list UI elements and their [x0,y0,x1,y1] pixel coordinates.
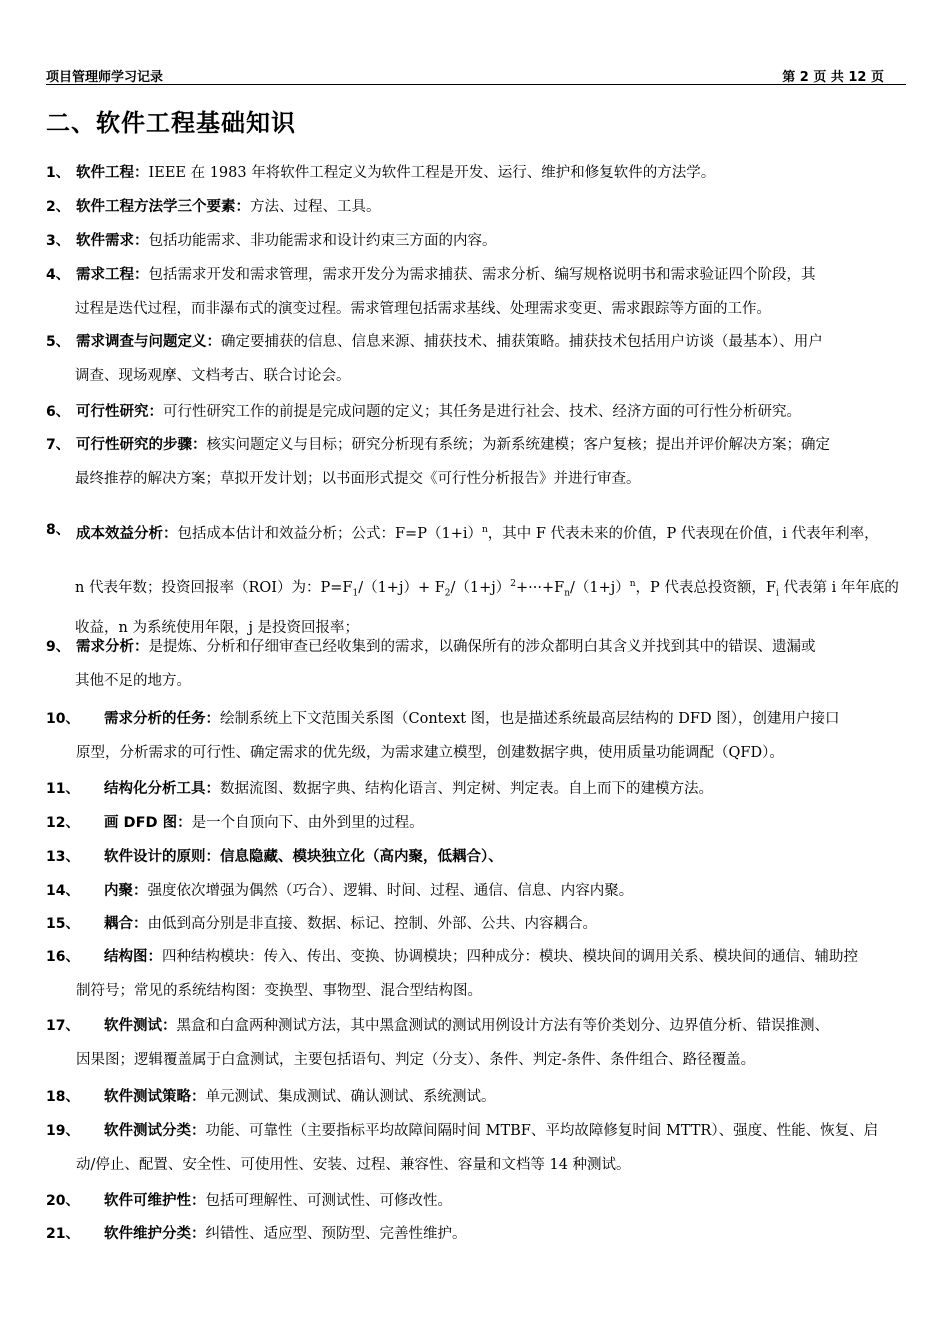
item-term: 需求工程： [76,267,149,283]
item-number: 8、 [46,522,70,538]
item-text: 四种结构模块：传入、传出、变换、协调模块；四种成分：模块、模块间的调用关系、模块间的通信、辅助控 [162,949,858,965]
formula-text: +···+F [516,579,565,596]
section-title: 二、软件工程基础知识 [46,109,296,137]
header-doc-title: 项目管理师学习记录 [46,70,164,85]
item-number: 1、 [46,165,70,181]
item-text: 数据流图、数据字典、结构化语言、判定树、判定表。自上而下的建模方法。 [220,781,713,797]
item-text: 绘制系统上下文范围关系图（Context 图，也是描述系统最高层结构的 DFD 图），创建用户接口 [220,711,840,727]
item-term: 成本效益分析： [76,525,178,542]
item-term: 软件测试： [104,1018,177,1034]
item-number: 16、 [46,949,80,965]
item-number: 5、 [46,334,70,350]
item-term: 软件测试策略： [104,1089,206,1105]
item-number: 10、 [46,711,80,727]
item-text: 强度依次增强为偶然（巧合）、逻辑、时间、过程、通信、信息、内容内聚。 [147,883,634,899]
item-term: 软件工程方法学三个要素： [76,199,250,215]
formula-exponent: 2 [510,578,516,589]
formula-text: /（1+j） [450,579,511,596]
item-text: 功能、可靠性（主要指标平均故障间隔时间 MTBF、平均故障修复时间 MTTR）、强度、性能、恢复、启 [205,1123,879,1139]
item-term: 软件可维护性： [104,1193,206,1209]
item-number: 14、 [46,883,80,899]
item-text: 单元测试、集成测试、确认测试、系统测试。 [205,1089,496,1105]
item-number: 11、 [46,781,80,797]
item-number: 21、 [46,1226,80,1242]
item-text-continued: 制符号；常见的系统结构图：变换型、事物型、混合型结构图。 [76,983,482,999]
item-number: 3、 [46,233,70,249]
item-term: 软件设计的原则：信息隐藏、模块独立化（高内聚，低耦合）、 [104,849,503,865]
item-text: 纠错性、适应型、预防型、完善性维护。 [205,1226,467,1242]
formula-text: /（1+j） [569,579,630,596]
item-number: 20、 [46,1193,80,1209]
formula-text: ，P 代表总投资额，F [635,579,776,596]
item-number: 18、 [46,1089,80,1105]
item-text: 核实问题定义与目标；研究分析现有系统；为新系统建模；客户复核；提出并评价解决方案；确定 [206,437,830,453]
item-number: 4、 [46,267,70,283]
item-text: 包括功能需求、非功能需求和设计约束三方面的内容。 [148,233,497,249]
item-text-continued: 动/停止、配置、安全性、可使用性、安装、过程、兼容性、容量和文档等 14 种测试。 [76,1157,631,1173]
item-number: 7、 [46,437,70,453]
item-text-continued [75,567,908,611]
item-text: 方法、过程、工具。 [250,199,381,215]
formula-subscript: n [564,588,570,599]
formula-subscript: 1 [352,588,359,599]
item-text: 是一个自顶向下、由外到里的过程。 [191,815,424,831]
item-number: 2、 [46,199,70,215]
item-number: 9、 [46,639,70,655]
item-term: 耦合： [104,916,148,932]
item-term: 内聚： [104,883,148,899]
item-text-continued: 调查、现场观摩、文档考古、联合讨论会。 [75,368,351,384]
item-term: 需求调查与问题定义： [76,334,221,350]
formula-text: 代表第 i 年年底的 [778,579,899,596]
item-text: 可行性研究工作的前提是完成问题的定义；其任务是进行社会、技术、经济方面的可行性分析研究。 [163,404,801,420]
item-term: 软件需求： [76,233,149,249]
item-term: 需求分析： [76,639,149,655]
item-text: 黑盒和白盒两种测试方法，其中黑盒测试的测试用例设计方法有等价类划分、边界值分析、错误推测、 [176,1018,829,1034]
formula-subscript: 2 [444,588,451,599]
item-text: 由低到高分别是非直接、数据、标记、控制、外部、公共、内容耦合。 [147,916,597,932]
item-number: 15、 [46,916,80,932]
item-term: 结构化分析工具： [104,781,220,797]
item-number: 13、 [46,849,80,865]
item-text-continued: 原型，分析需求的可行性、确定需求的优先级，为需求建立模型，创建数据字典，使用质量功能调配（QFD）。 [76,745,784,761]
item-term: 需求分析的任务： [104,711,220,727]
item-text: 包括需求开发和需求管理，需求开发分为需求捕获、需求分析、编写规格说明书和需求验证四个阶段，其 [148,267,816,283]
item-text: 确定要捕获的信息、信息来源、捕获技术、捕获策略。捕获技术包括用户访谈（最基本）、用户 [221,334,823,350]
item-term: 可行性研究： [76,404,163,420]
header-page-number: 第 2 页 共 12 页 [782,70,884,85]
item-text-continued: 收益，n 为系统使用年限，j 是投资回报率； [75,619,360,636]
item-text: 是提炼、分析和仔细审查已经收集到的需求，以确保所有的涉众都明白其含义并找到其中的错误、遗漏或 [148,639,816,655]
item-number: 6、 [46,404,70,420]
item-term: 可行性研究的步骤： [76,437,207,453]
item-text: IEEE 在 1983 年将软件工程定义为软件工程是开发、运行、维护和修复软件的方法学。 [148,165,716,181]
item-term: 软件工程： [76,165,149,181]
formula-text: n 代表年数；投资回报率（ROI）为：P=F [75,579,353,596]
formula-text: 包括成本估计和效益分析；公式：F=P（1+i） [177,525,482,542]
item-term: 软件维护分类： [104,1226,206,1242]
item-number: 17、 [46,1018,80,1034]
formula-exponent: n [629,578,636,589]
formula-text: /（1+j）+ F [358,579,445,596]
item-text-continued: 因果图；逻辑覆盖属于白盒测试，主要包括语句、判定（分支）、条件、判定-条件、条件组合、路径覆盖。 [76,1052,756,1068]
item-term: 结构图： [104,949,162,965]
item-number: 12、 [46,815,80,831]
item-term: 画 DFD 图： [104,815,192,831]
item-text-continued: 其他不足的地方。 [75,673,191,689]
page-header [46,64,906,85]
item-text: 包括可理解性、可测试性、可修改性。 [205,1193,452,1209]
item-term: 软件测试分类： [104,1123,206,1139]
formula-exponent: n [481,525,488,535]
item-text-continued: 最终推荐的解决方案；草拟开发计划；以书面形式提交《可行性分析报告》并进行审查。 [75,471,641,487]
item-text-continued: 过程是迭代过程，而非瀑布式的演变过程。需求管理包括需求基线、处理需求变更、需求跟踪等方面的工作。 [75,301,771,317]
item-text: ，其中 F 代表未来的价值，P 代表现在价值，i 代表年利率， [487,525,879,542]
item-number: 19、 [46,1123,80,1139]
formula-subscript: i [775,588,779,599]
